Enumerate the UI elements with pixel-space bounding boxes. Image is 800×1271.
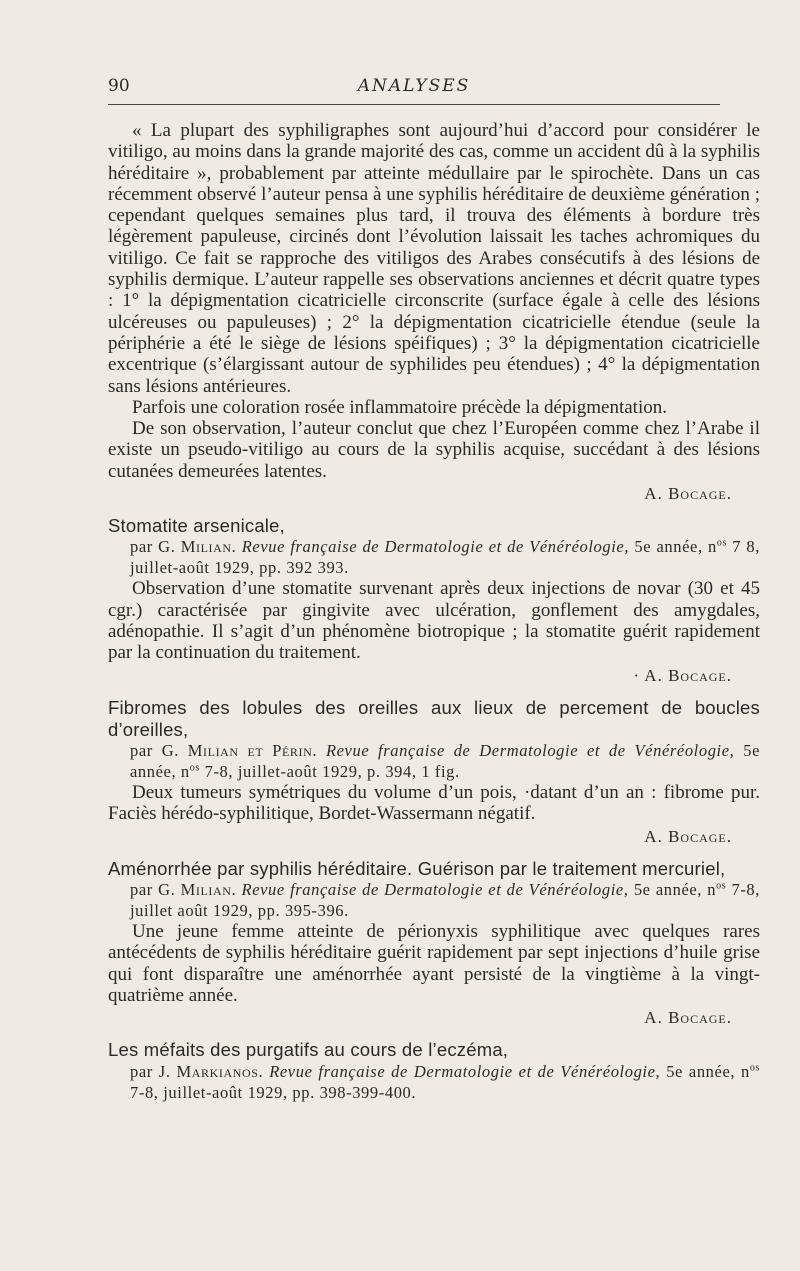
entry-reference: par J. Markianos. Revue française de Dermatologie et de Vénéréologie, 5e année, $n^{os}$ 7-8, juillet-août 1929, pp. 398-399-400. [130,1061,760,1102]
paragraph: Parfois une coloration rosée inflammatoire précède la dépigmentation. [132,396,667,418]
entry-title: Fibromes des lobules des oreilles aux lieux de percement de boucles d’oreilles, [108,696,760,740]
header-rule [108,104,720,105]
entry-reference: par G. Milian et Périn. Revue française de Dermatologie et de Vénéréologie, 5e année, $n^{os}$ 7-8, juillet-août 1929, p. 394, 1 fig. [130,741,760,782]
entry-body: Observation d’une stomatite survenant après deux injections de novar (30 et 45 cgr.) caractérisée par gingivite avec ulcération, gonflement des amygdales, adénopathie. Il s’agit d’un phénomène biotropique ; la stomatite guérit rapidement par la continuation du traitement. [108,578,760,664]
signature: A. Bocage. [644,826,732,846]
entry-title: Aménorrhée par syphilis héréditaire. Guérison par le traitement mercuriel, [108,857,726,879]
entry-title: Stomatite arsenicale, [108,515,285,537]
abstract-entry [108,697,760,783]
paragraph: De son observation, l’auteur conclut que chez l’Européen comme chez l’Arabe il existe un pseudo-vitiligo au cours de la syphilis acquise, succédant à des lésions cutanées demeurées latentes. [108,418,760,482]
main-text [108,120,760,1103]
abstract-entry [108,1039,760,1102]
entry-journal: Revue française de Dermatologie et de Vénéréologie, [325,741,735,761]
entry-reference: par G. Milian. Revue française de Dermatologie et de Vénéréologie, 5e année, $n^{os}$ 7 8, juillet-août 1929, pp. 392 393. [130,537,760,578]
page-number: 90 [108,76,130,96]
entry-journal: Revue française de Dermatologie et de Vénéréologie, [241,537,630,557]
entry-title: Les méfaits des purgatifs au cours de l’eczéma, [108,1039,509,1061]
signature: · A. Bocage. [633,665,732,685]
signature: A. Bocage. [644,484,732,504]
entry-reference: par G. Milian. Revue française de Dermatologie et de Vénéréologie, 5e année, $n^{os}$ 7-8, juillet août 1929, pp. 395-396. [130,880,761,921]
signature: A. Bocage. [644,1008,732,1028]
entry-author: Milian [180,880,232,900]
entry-journal: Revue française de Dermatologie et de Vénéréologie, [269,1061,661,1081]
entry-body: Deux tumeurs symétriques du volume d’un pois, ·datant d’un an : fibrome pur. Faciès hérédo-syphilitique, Bordet-Wassermann négatif. [108,782,760,825]
entry-author: Milian et Périn [187,741,313,761]
abstract-entry [108,858,760,921]
entry-body: Une jeune femme atteinte de périonyxis syphilitique avec quelques rares antécédents de syphilis héréditaire guérit rapidement par sept injections d’huile grise qui font disparaître une aménorrhée ayant persisté de la vingtième à la vingt-quatrième année. [108,921,760,1006]
abstract-entry [108,515,760,578]
entry-journal: Revue française de Dermatologie et de Vénéréologie, [241,880,629,900]
entry-author: Milian [180,537,232,557]
paragraph: « La plupart des syphiligraphes sont aujourd’hui d’accord pour considérer le vitiligo, au moins dans la grande majorité des cas, comme un accident dû à la syphilis héréditaire », probablement par atteinte médullaire par le spirochète. Dans un cas récemment observé l’auteur pensa à une syphilis héréditaire de deuxième génération ; cependant quelques semaines plus tard, il trouva des éléments à bordure très légèrement papuleuse, circinés dont l’évolution laissait les taches achromiques du vitiligo. Ce fait se rapproche des vitiligos des Arabes consécutifs à des lésions de syphilis dermique. L’auteur rappelle ses observations anciennes et décrit quatre types : 1° la dépigmentation cicatricielle circonscrite (surface égale à celle des lésions ulcéreuses ou papuleuses) ; 2° la dépigmentation cicatricielle étendue (seule la périphérie a été le siège de lésions spéifiques) ; 3° la dépigmentation cicatricielle excentrique (s’élargissant autour de syphilides peu étendues) ; 4° la dépigmentation sans lésions antérieures. [108,120,760,397]
running-title: ANALYSES [357,76,471,96]
entry-author: Markianos [176,1061,259,1081]
page-header [108,76,720,102]
